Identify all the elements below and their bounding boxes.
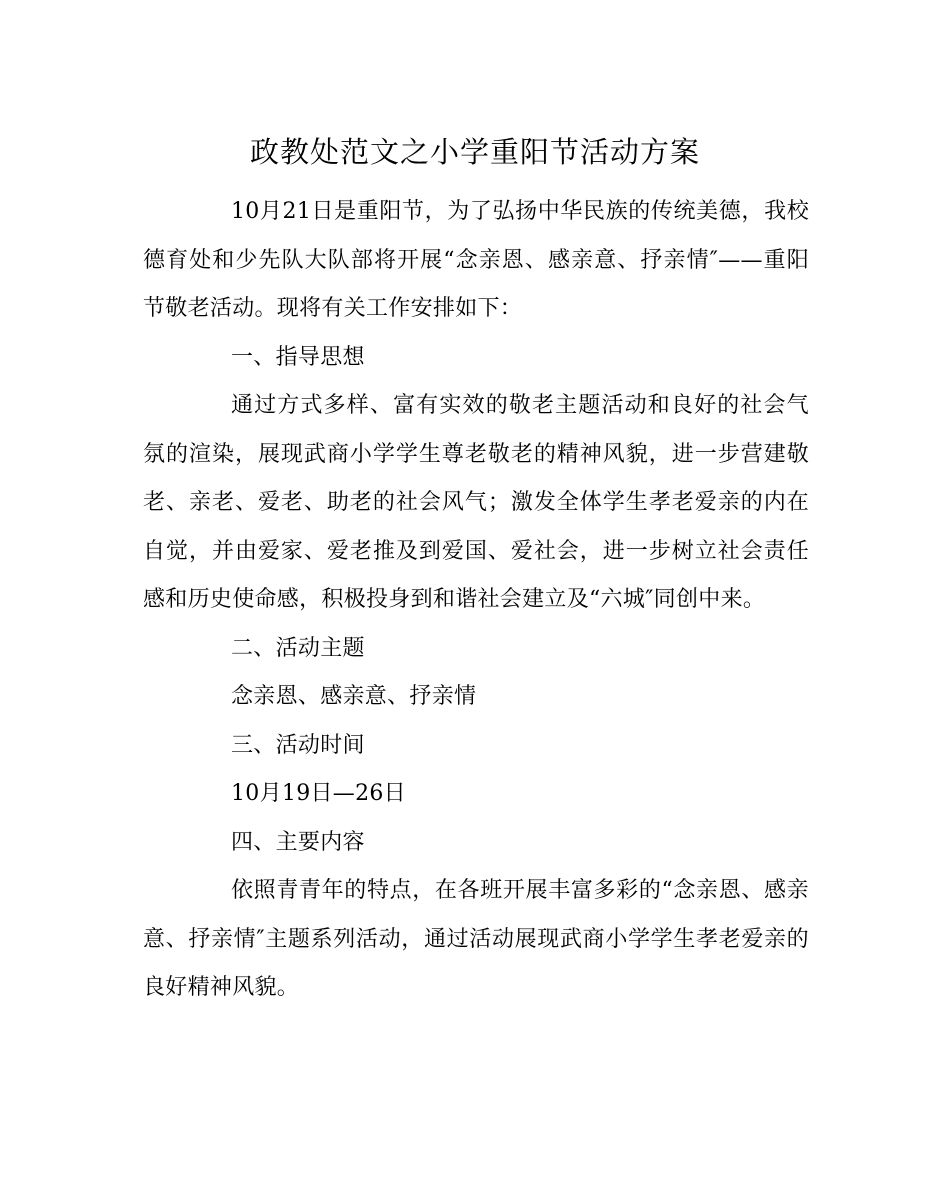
activity-time-text: 10月19日—26日 (231, 781, 406, 806)
section-heading-main-content: 四、主要内容 (231, 829, 365, 855)
section-heading-activity-time: 三、活动时间 (231, 732, 365, 758)
intro-paragraph: 10月21日是重阳节，为了弘扬中华民族的传统美德，我校德育处和少先队大队部将开展“念亲恩、感亲意、抒亲情″——重阳节敬老活动。现将有关工作安排如下： (143, 199, 809, 321)
activity-theme-text: 念亲恩、感亲意、抒亲情 (231, 684, 477, 709)
page-title: 政教处范文之小学重阳节活动方案 (249, 135, 700, 169)
section-heading-activity-theme: 二、活动主题 (231, 635, 365, 661)
main-content-paragraph: 依照青青年的特点，在各班开展丰富多彩的“念亲恩、感亲意、抒亲情″主题系列活动，通过活动展现武商小学学生孝老爱亲的良好精神风貌。 (143, 878, 809, 1000)
document-body (143, 188, 809, 1013)
guiding-thought-paragraph: 通过方式多样、富有实效的敬老主题活动和良好的社会气氛的渲染，展现武商小学学生尊老敬老的精神风貌，进一步营建敬老、亲老、爱老、助老的社会风气；激发全体学生孝老爱亲的内在自觉，并由爱家、爱老推及到爱国、爱社会，进一步树立社会责任感和历史使命感，积极投身到和谐社会建立及“六城″同创中来。 (143, 393, 809, 612)
section-heading-guiding-thought: 一、指导思想 (231, 344, 365, 370)
